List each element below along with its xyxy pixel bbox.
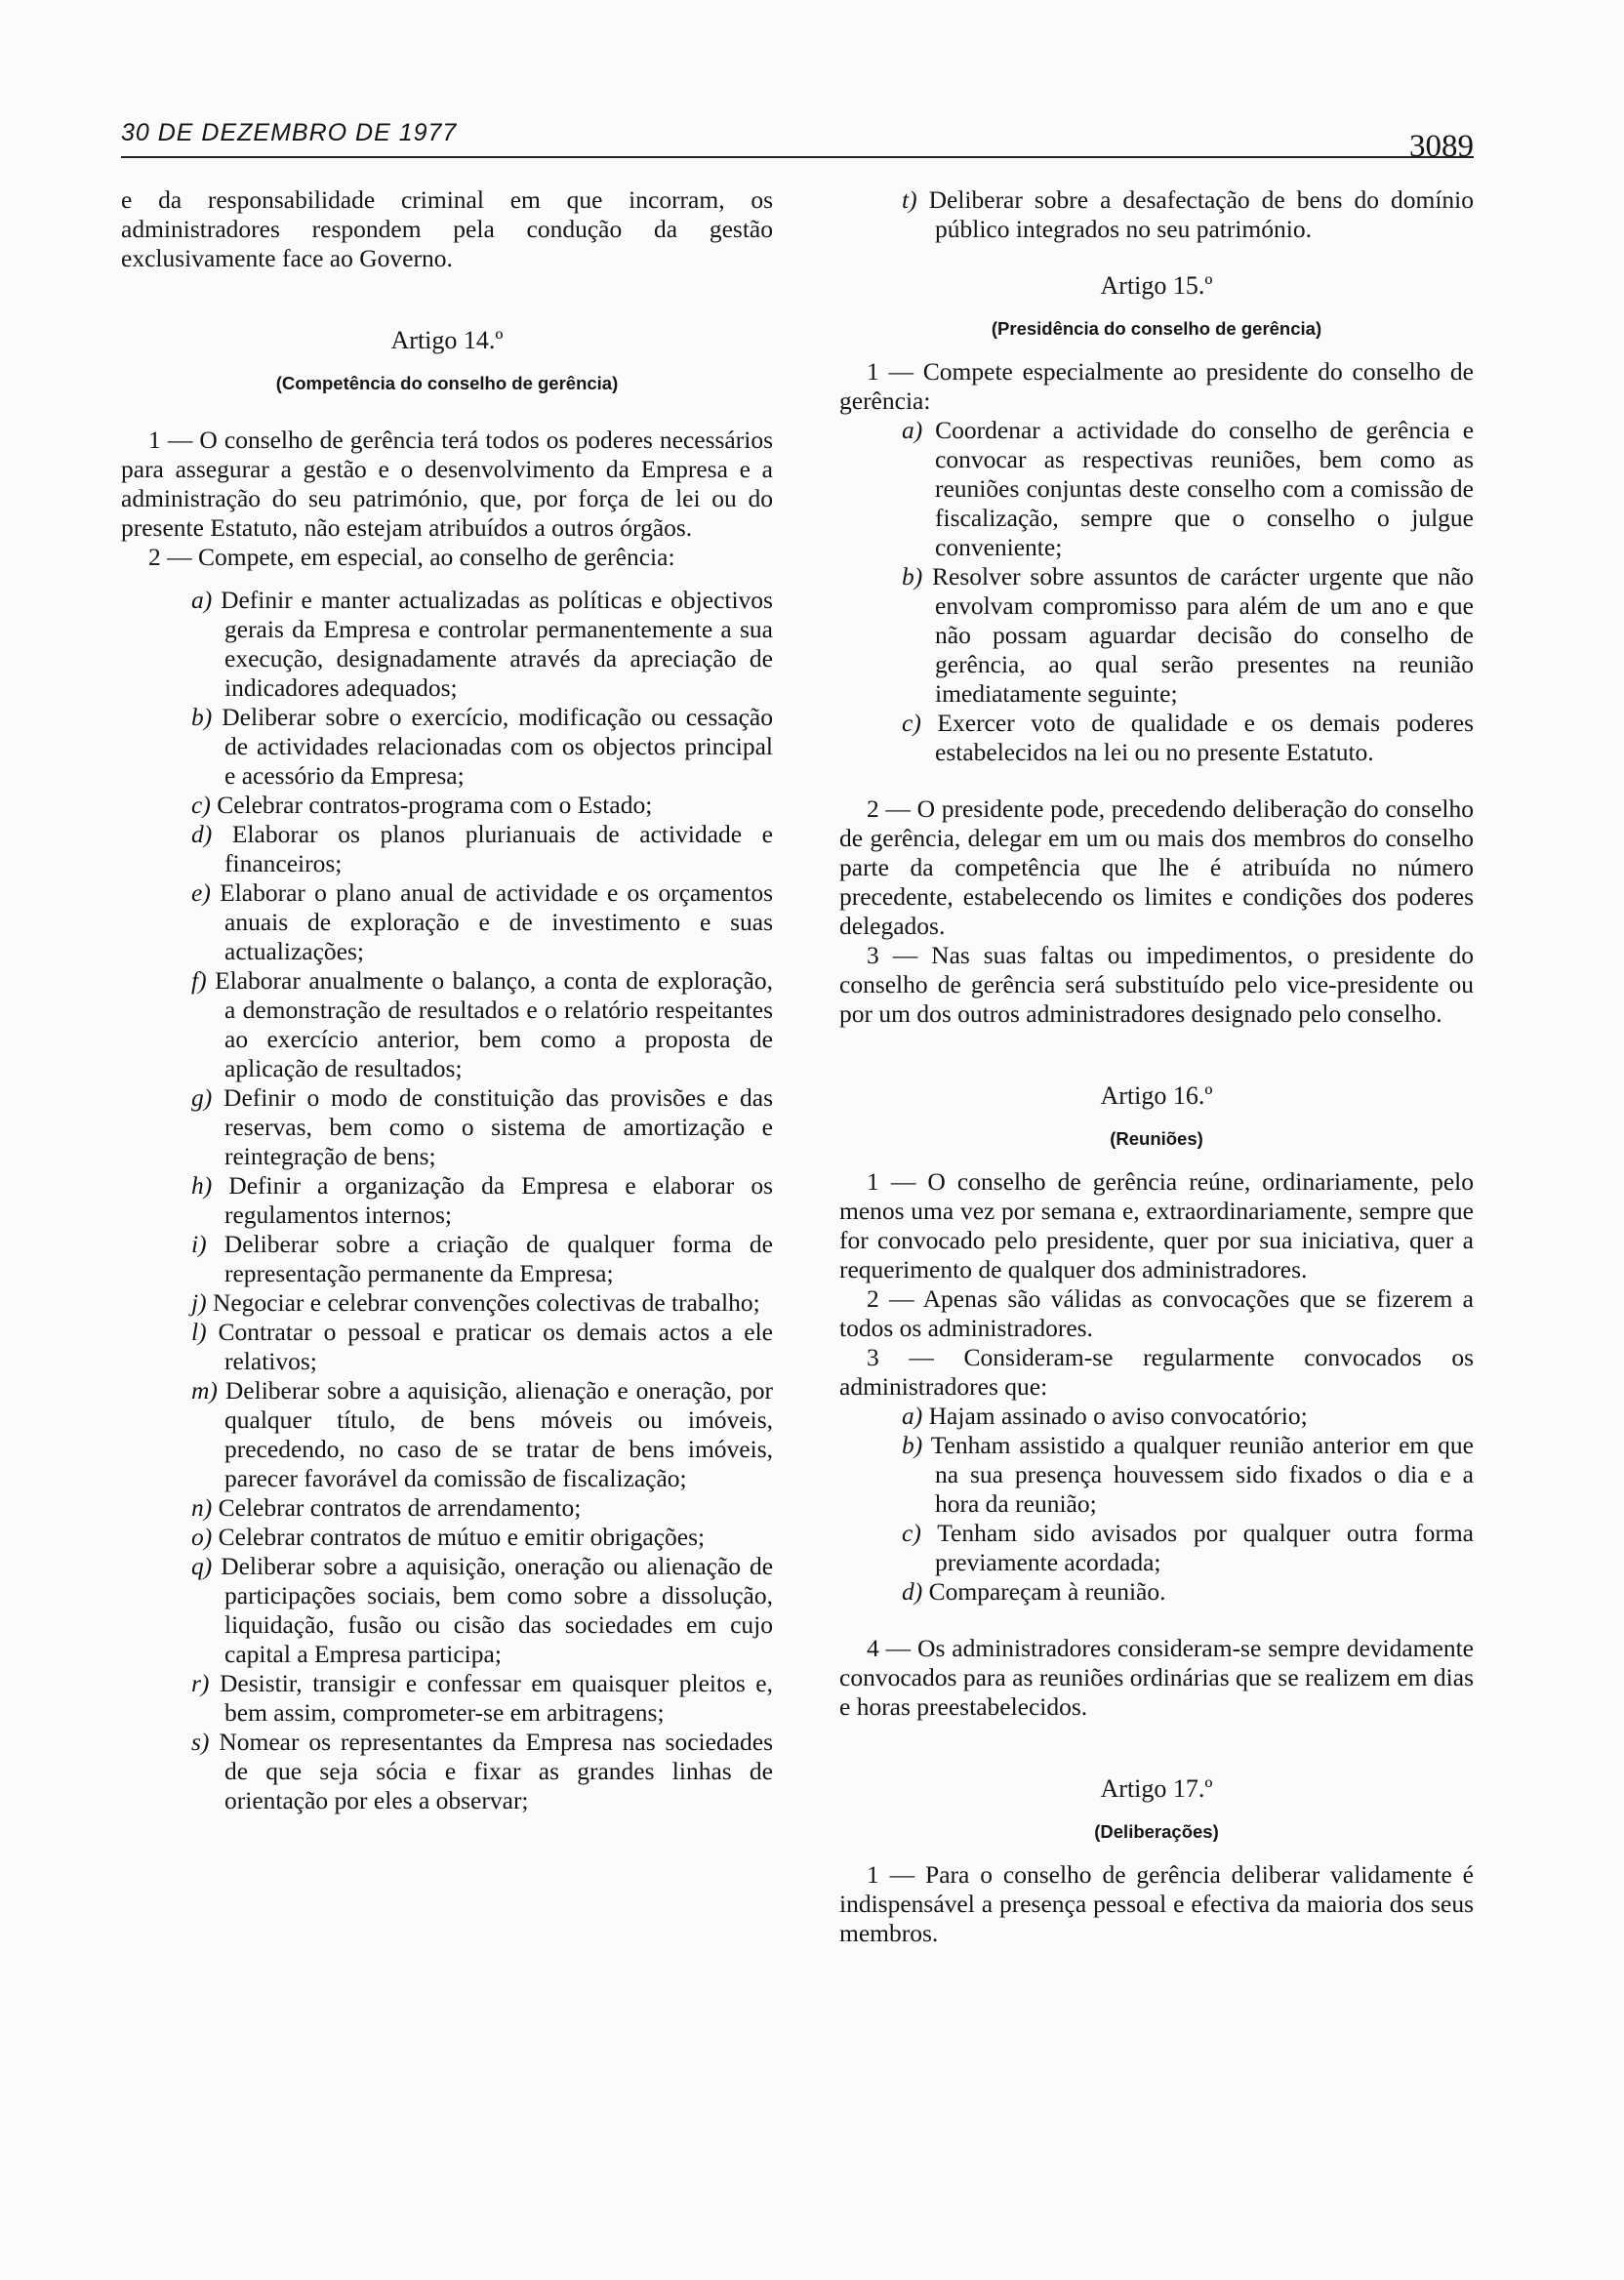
list-item bbox=[902, 1431, 1474, 1519]
item-letter: c) bbox=[902, 1519, 921, 1547]
article-16-subtitle: (Reuniões) bbox=[1110, 1128, 1203, 1149]
article-14-subtitle: (Competência do conselho de gerência) bbox=[275, 373, 619, 393]
item-letter: j) bbox=[191, 1288, 207, 1317]
item-text: Celebrar contratos-programa com o Estado; bbox=[217, 791, 653, 819]
left-column bbox=[121, 185, 773, 1815]
article-15-para-3: 3 — Nas suas faltas ou impedimentos, o presidente do conselho de gerência será substituído pelo vice-presidente ou por um dos outros administradores designado pelo conselho. bbox=[839, 941, 1474, 1028]
article-17-title: Artigo 17.º bbox=[1100, 1774, 1213, 1803]
item-letter: c) bbox=[191, 791, 211, 819]
list-item bbox=[191, 1288, 773, 1318]
list-item bbox=[902, 1577, 1474, 1607]
item-letter: m) bbox=[191, 1376, 218, 1405]
page-number: 3089 bbox=[1409, 129, 1474, 164]
item-text: Nomear os representantes da Empresa nas sociedades de que seja sócia e fixar as grandes linhas de orientação por eles a observar; bbox=[219, 1728, 773, 1814]
article-16-item-list bbox=[839, 1402, 1474, 1607]
item-letter: a) bbox=[902, 416, 923, 444]
item-text: Deliberar sobre a aquisição, oneração ou alienação de participações sociais, bem como sobre a dissolução, liquidação, fusão ou cisão das sociedades em cujo capital a Empresa participa; bbox=[221, 1552, 774, 1668]
item-text: Exercer voto de qualidade e os demais poderes estabelecidos na lei ou no presente Estatuto. bbox=[935, 709, 1474, 766]
item-letter: t) bbox=[902, 185, 917, 214]
article-14-para-2: 2 — Compete, em especial, ao conselho de gerência: bbox=[148, 543, 675, 571]
article-16-para-1: 1 — O conselho de gerência reúne, ordinariamente, pelo menos uma vez por semana e, extraordinariamente, sempre que for convocado pelo presidente, quer por sua iniciativa, quer a requerimento de qualquer dos administradores. bbox=[839, 1167, 1474, 1283]
item-text: Deliberar sobre o exercício, modificação ou cessação de actividades relacionadas com os objectos principal e acessório da Empresa; bbox=[222, 703, 773, 790]
article-16-para-2: 2 — Apenas são válidas as convocações que se fizerem a todos os administradores. bbox=[839, 1284, 1474, 1342]
item-letter: e) bbox=[191, 878, 211, 907]
item-text: Deliberar sobre a aquisição, alienação e oneração, por qualquer título, de bens móveis ou imóveis, precedendo, no caso de se tratar de bens imóveis, parecer favorável da comissão de fiscalização; bbox=[224, 1376, 773, 1492]
item-text: Coordenar a actividade do conselho de gerência e convocar as respectivas reuniões, bem como as reuniões conjuntas deste conselho com a comissão de fiscalização, sempre que o conselho o julgue conveniente; bbox=[935, 416, 1475, 561]
list-item bbox=[191, 1493, 773, 1523]
item-letter: b) bbox=[902, 1431, 923, 1459]
list-item bbox=[191, 966, 773, 1083]
item-letter: r) bbox=[191, 1669, 210, 1697]
list-item bbox=[191, 1083, 773, 1171]
item-letter: n) bbox=[191, 1493, 213, 1522]
list-item bbox=[191, 1318, 773, 1376]
list-item bbox=[191, 1376, 773, 1493]
item-letter: i) bbox=[191, 1230, 207, 1258]
article-15-item-list bbox=[839, 416, 1474, 767]
item-text: Contratar o pessoal e praticar os demais actos a ele relativos; bbox=[218, 1318, 773, 1375]
item-letter: l) bbox=[191, 1318, 207, 1346]
list-item bbox=[191, 1230, 773, 1288]
list-item bbox=[902, 416, 1474, 562]
item-text: Elaborar os planos plurianuais de actividade e financeiros; bbox=[224, 820, 774, 877]
item-letter: c) bbox=[902, 709, 921, 737]
header-rule bbox=[121, 156, 1474, 158]
item-letter: o) bbox=[191, 1523, 213, 1551]
list-item bbox=[902, 185, 1474, 244]
article-16-para-4: 4 — Os administradores consideram-se sempre devidamente convocados para as reuniões ordinárias que se realizem em dias e horas preestabelecidos. bbox=[839, 1634, 1474, 1721]
item-text: Celebrar contratos de mútuo e emitir obrigações; bbox=[218, 1523, 706, 1551]
list-item bbox=[191, 1523, 773, 1552]
item-letter: s) bbox=[191, 1728, 210, 1756]
article-14-para-1: 1 — O conselho de gerência terá todos os poderes necessários para assegurar a gestão e o desenvolvimento da Empresa e a administração do seu património, que, por força de lei ou do presente Estatuto, não estejam atribuídos a outros órgãos. bbox=[121, 426, 773, 542]
item-letter: b) bbox=[191, 703, 213, 731]
intro-paragraph: e da responsabilidade criminal em que incorram, os administradores respondem pela condução da gestão exclusivamente face ao Governo. bbox=[121, 185, 773, 272]
item-text: Definir o modo de constituição das provisões e das reservas, bem como o sistema de amortização e reintegração de bens; bbox=[223, 1083, 773, 1170]
header-date: 30 DE DEZEMBRO DE 1977 bbox=[121, 119, 458, 146]
item-letter: g) bbox=[191, 1083, 213, 1112]
list-item bbox=[902, 1402, 1474, 1431]
item-text: Tenham assistido a qualquer reunião anterior em que na sua presença houvessem sido fixados o dia e a hora da reunião; bbox=[930, 1431, 1474, 1518]
article-16-para-3: 3 — Consideram-se regularmente convocados os administradores que: bbox=[839, 1343, 1474, 1401]
item-letter: f) bbox=[191, 966, 207, 995]
item-text: Hajam assinado o aviso convocatório; bbox=[928, 1402, 1308, 1430]
item-text: Negociar e celebrar convenções colectivas de trabalho; bbox=[212, 1288, 760, 1317]
list-item bbox=[902, 562, 1474, 709]
item-text: Celebrar contratos de arrendamento; bbox=[218, 1493, 582, 1522]
item-text: Resolver sobre assuntos de carácter urgente que não envolvam compromisso para além de um ano e que não possam aguardar decisão do conselho de gerência, ao qual serão presentes na reunião imediatamente seguinte; bbox=[932, 562, 1475, 708]
list-item bbox=[902, 709, 1474, 767]
item-text: Definir a organização da Empresa e elaborar os regulamentos internos; bbox=[224, 1171, 773, 1229]
list-item bbox=[191, 586, 773, 703]
item-text: Elaborar anualmente o balanço, a conta de exploração, a demonstração de resultados e o relatório respeitantes ao exercício anterior, bem como a proposta de aplicação de resultados; bbox=[215, 966, 773, 1082]
item-text: Deliberar sobre a desafectação de bens do domínio público integrados no seu património. bbox=[928, 185, 1474, 243]
article-15-para-2: 2 — O presidente pode, precedendo deliberação do conselho de gerência, delegar em um ou mais dos membros do conselho parte da competência que lhe é atribuída no número precedente, estabelecendo os limites e condições dos poderes delegados. bbox=[839, 794, 1474, 940]
list-item bbox=[191, 1171, 773, 1230]
list-item bbox=[191, 791, 773, 820]
list-item bbox=[191, 878, 773, 966]
item-text: Desistir, transigir e confessar em quaisquer pleitos e, bem assim, comprometer-se em arbitragens; bbox=[219, 1669, 773, 1727]
list-item bbox=[191, 703, 773, 791]
item-text: Definir e manter actualizadas as políticas e objectivos gerais da Empresa e controlar permanentemente a sua execução, designadamente através da apreciação de indicadores adequados; bbox=[221, 586, 773, 702]
item-text: Compareçam à reunião. bbox=[928, 1577, 1166, 1606]
article-14-item-list bbox=[121, 586, 773, 1815]
article-15-para-1: 1 — Compete especialmente ao presidente do conselho de gerência: bbox=[839, 357, 1474, 415]
item-letter: d) bbox=[902, 1577, 923, 1606]
item-text: Deliberar sobre a criação de qualquer forma de representação permanente da Empresa; bbox=[223, 1230, 773, 1287]
right-column bbox=[839, 185, 1474, 1948]
list-item bbox=[191, 1552, 773, 1669]
article-17-subtitle: (Deliberações) bbox=[1094, 1821, 1219, 1842]
item-letter: h) bbox=[191, 1171, 213, 1200]
list-item bbox=[902, 1519, 1474, 1577]
article-15-subtitle: (Presidência do conselho de gerência) bbox=[991, 318, 1322, 339]
item-letter: a) bbox=[191, 586, 213, 614]
item-text: Tenham sido avisados por qualquer outra forma previamente acordada; bbox=[935, 1519, 1474, 1576]
item-letter: d) bbox=[191, 820, 213, 848]
item-letter: q) bbox=[191, 1552, 213, 1580]
article-15-title: Artigo 15.º bbox=[1100, 271, 1213, 300]
item-text: Elaborar o plano anual de actividade e os orçamentos anuais de exploração e de investimento e suas actualizações; bbox=[220, 878, 774, 965]
list-item bbox=[191, 1728, 773, 1815]
article-17-para-1: 1 — Para o conselho de gerência deliberar validamente é indispensável a presença pessoal e efectiva da maioria dos seus membros. bbox=[839, 1860, 1474, 1947]
article-16-title: Artigo 16.º bbox=[1100, 1081, 1213, 1110]
list-item bbox=[191, 820, 773, 878]
item-letter: a) bbox=[902, 1402, 923, 1430]
article-14-title: Artigo 14.º bbox=[390, 326, 504, 354]
list-item bbox=[191, 1669, 773, 1728]
item-letter: b) bbox=[902, 562, 923, 590]
